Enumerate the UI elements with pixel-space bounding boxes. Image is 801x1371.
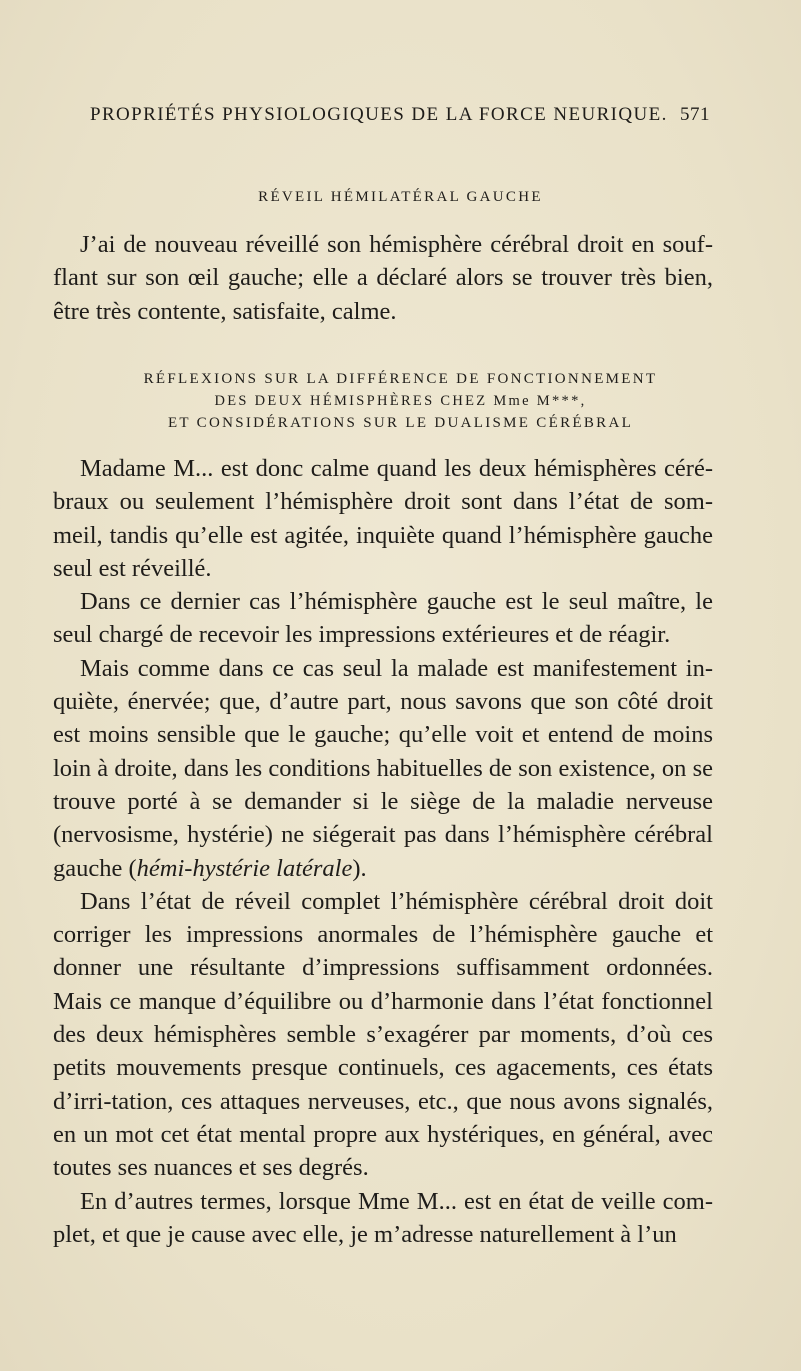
section-heading-reflexions-line3: ET CONSIDÉRATIONS SUR LE DUALISME CÉRÉBRAL [167,415,634,431]
section-heading-reveil: RÉVEIL HÉMILATÉRAL GAUCHE [258,189,543,205]
paragraph: Dans ce dernier cas l’hémisphère gauche est le seul maître, le seul chargé de recevoir les impressions extérieures et de réagir. [53,588,713,649]
paragraph: J’ai de nouveau réveillé son hémisphère cérébral droit en souf-flant sur son œil gauche; elle a déclaré alors se trouver très bien, être très contente, satisfaite, calme. [53,231,713,325]
italic-term: hémi-hystérie latérale [136,854,353,882]
section-heading-reflexions-line1: RÉFLEXIONS SUR LA DIFFÉRENCE DE FONCTIONNEMENT [143,371,658,387]
paragraph: En d’autres termes, lorsque Mme M... est en état de veille com-plet, et que je cause avec elle, je m’adresse naturellement à l’un [53,1187,713,1248]
section-reflexions-body [53,452,713,1251]
paragraph [53,652,713,885]
paragraph-text: Mais comme dans ce cas seul la malade est manifestement in-quiète, énervée; que, d’autre part, nous savons que son côté droit est moins sensible que le gauche; qu’elle voit et entend de moins loin à droite, dans les conditions habituelles de son existence, on se trouve porté à se demander si le siège de la maladie nerveuse (nervosisme, hystérie) ne siégerait pas dans l’hémisphère cérébral gauche ( [53,654,713,882]
section-heading-reflexions-line2: DES DEUX HÉMISPHÈRES CHEZ Mme M***, [214,393,587,409]
page-number: 571 [680,104,710,125]
paragraph: Dans l’état de réveil complet l’hémisphère cérébral droit doit corriger les impressions anormales de l’hémisphère gauche et donner une résultante d’impressions suffisamment ordonnées. Mais ce manque d’équilibre ou d’harmonie dans l’état fonctionnel des deux hémisphères semble s’exagérer par moments, d’où ces petits mouvements presque continuels, ces agacements, ces états d’irri-tation, ces attaques nerveuses, etc., que nous avons signalés, en un mot cet état mental propre aux hystériques, en général, avec toutes ses nuances et ses degrés. [53,887,713,1182]
running-title: PROPRIÉTÉS PHYSIOLOGIQUES DE LA FORCE NEURIQUE. [90,104,668,125]
paragraph-text-end: ). [352,854,367,882]
section-reveil-body [53,228,713,328]
paragraph: Madame M... est donc calme quand les deux hémisphères céré-braux ou seulement l’hémisphère droit sont dans l’état de som-meil, tandis qu’elle est agitée, inquiète quand l’hémisphère gauche seul est réveillé. [53,455,713,582]
running-header [90,104,710,134]
